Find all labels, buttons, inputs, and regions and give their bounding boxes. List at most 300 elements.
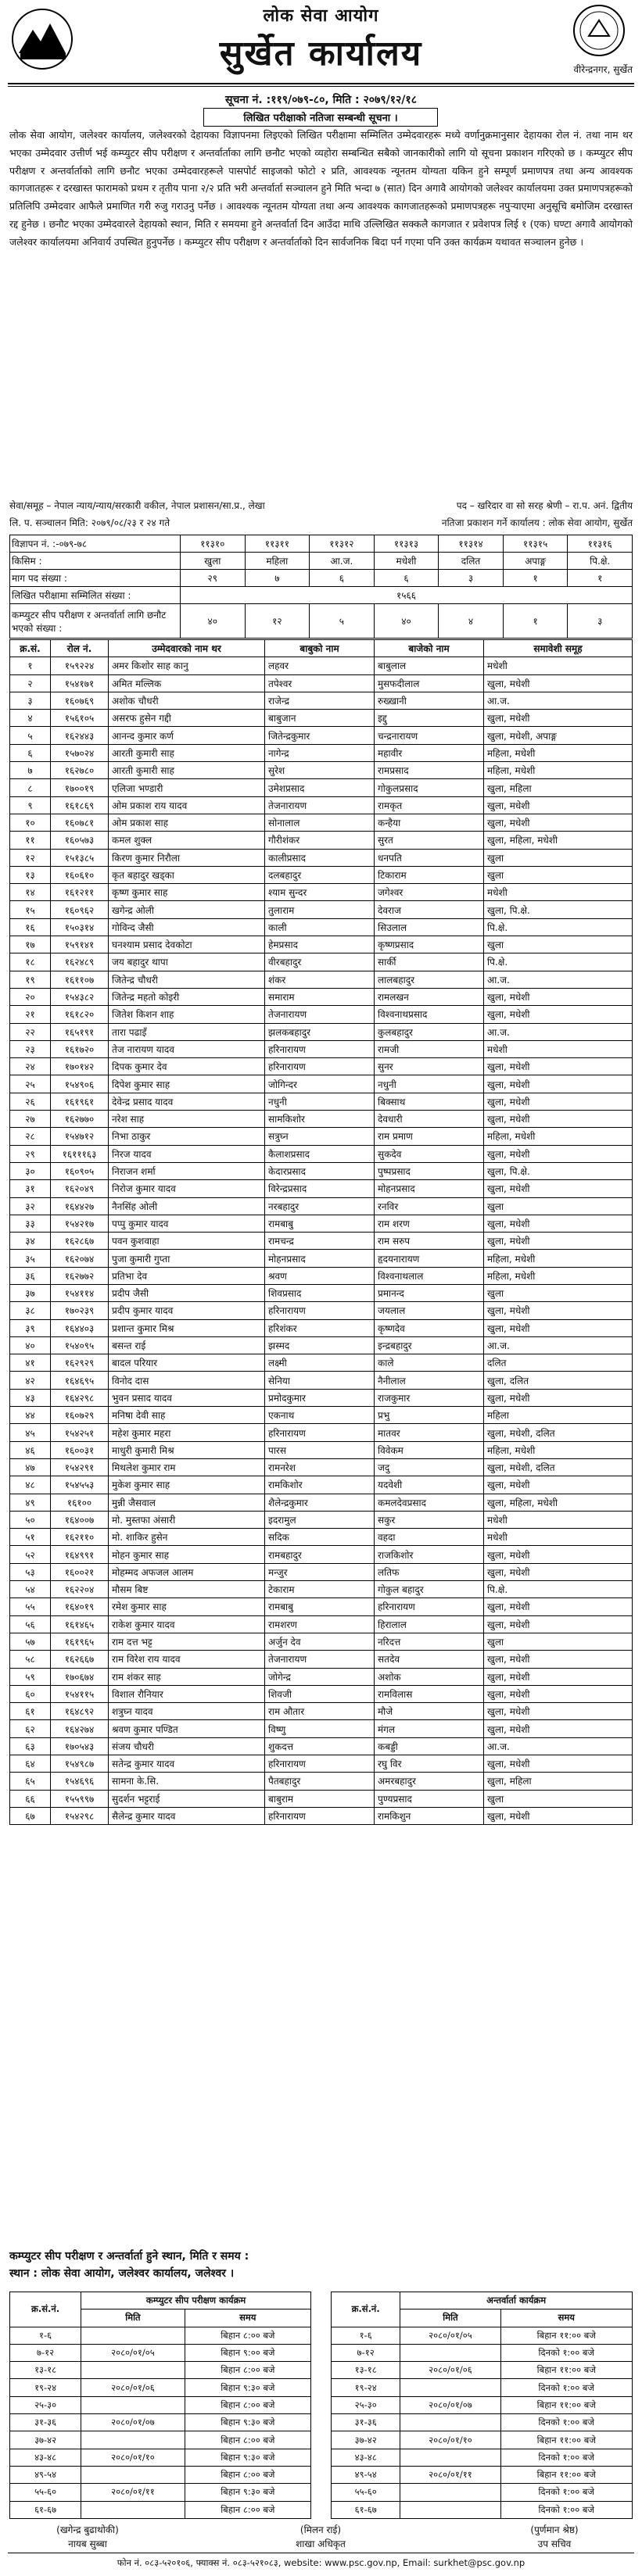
- table-cell: राम दत्त भट्ट: [109, 1633, 265, 1650]
- table-cell: खुला, मधेशी: [484, 1703, 633, 1720]
- table-cell: शिवप्रसाद: [265, 1284, 375, 1301]
- results-col-header: बाबुको नाम: [265, 640, 375, 657]
- table-cell: रामबहादुर: [265, 1546, 375, 1563]
- table-cell: माधुरी कुमारी मिश्र: [109, 1441, 265, 1458]
- signatory-role: शाखा अधिकृत: [296, 2538, 346, 2549]
- table-cell: संजय चौधरी: [109, 1737, 265, 1755]
- table-cell: ६: [10, 744, 51, 761]
- summary-row: [10, 535, 633, 553]
- table-cell: आरती कुमारी साह: [109, 762, 265, 779]
- table-cell: १६२९२९: [51, 1354, 109, 1372]
- table-cell: ३: [10, 692, 51, 709]
- table-row: [10, 884, 633, 901]
- summary-row-label: लिखित परीक्षामा सम्मिलित संख्या :: [10, 587, 181, 604]
- table-cell: काली: [265, 918, 375, 936]
- table-cell: १५४७१२: [51, 1128, 109, 1145]
- table-cell: १६१४६५: [51, 1615, 109, 1633]
- schedule-cell: बिहान ११:०० बजे: [500, 2396, 632, 2413]
- table-cell: १६१८६९: [51, 796, 109, 814]
- table-cell: गोकुल बहादुर: [375, 1581, 484, 1598]
- schedule-cell: दिनको १:०० बजे: [500, 2344, 632, 2361]
- schedule-cell: ६१-६७: [332, 2501, 400, 2518]
- table-cell: १६२२०४: [51, 1581, 109, 1598]
- schedule-cell: बिहान ११:०० बजे: [500, 2327, 632, 2344]
- table-cell: सुनर: [375, 1058, 484, 1075]
- table-cell: १५९१४१: [51, 936, 109, 953]
- table-row: [10, 953, 633, 971]
- table-cell: ४५: [10, 1424, 51, 1441]
- table-cell: ४३: [10, 1389, 51, 1406]
- schedule-row: [332, 2379, 633, 2396]
- table-cell: खगेन्द्र ओली: [109, 901, 265, 918]
- table-cell: खुला: [484, 1790, 633, 1807]
- table-cell: खुला, मधेशी: [484, 710, 633, 727]
- table-cell: १६२७७२: [51, 1267, 109, 1284]
- table-cell: केदारप्रसाद: [265, 1162, 375, 1179]
- table-cell: मिथलेश कुमार राम: [109, 1458, 265, 1476]
- summary-cell: पि.क्षे.: [568, 553, 633, 570]
- table-cell: इन्द्रबहादुर: [375, 1336, 484, 1354]
- table-cell: २१: [10, 1006, 51, 1023]
- summary-cell: ११३१२: [310, 535, 375, 553]
- table-row: [10, 727, 633, 744]
- table-cell: नरेश साह: [109, 1111, 265, 1128]
- table-row: [10, 1737, 633, 1755]
- table-cell: महेश कुमार महरा: [109, 1424, 265, 1441]
- summary-cell: ५: [310, 604, 375, 639]
- table-cell: श्रवण: [265, 1267, 375, 1284]
- table-row: [10, 918, 633, 936]
- table-cell: १७००१९: [51, 779, 109, 796]
- table-cell: निरोज कुमार यादव: [109, 1180, 265, 1197]
- table-cell: ५४: [10, 1581, 51, 1598]
- table-cell: खुला: [484, 1197, 633, 1215]
- table-row: [10, 1441, 633, 1458]
- table-cell: महिला, मधेशी: [484, 762, 633, 779]
- table-row: [10, 988, 633, 1005]
- schedule-heading: कम्प्युटर सीप परीक्षण र अन्तर्वार्ता हुने स्थान, मिति र समय :: [9, 2250, 249, 2263]
- table-cell: १६२४४३: [51, 727, 109, 744]
- table-cell: १६२०७४: [51, 1250, 109, 1267]
- table-cell: रामप्रसाद: [375, 762, 484, 779]
- schedule-cell: [81, 2396, 185, 2413]
- schedule-cell: २५-३०: [10, 2396, 81, 2413]
- table-cell: १६११०७: [51, 971, 109, 988]
- table-cell: खुला, महिला: [484, 779, 633, 796]
- table-cell: १५४०९५: [51, 1336, 109, 1354]
- table-cell: खुला, महिला: [484, 1773, 633, 1790]
- table-cell: ५७: [10, 1633, 51, 1650]
- table-cell: सुकदेव: [375, 1145, 484, 1162]
- table-cell: १६४००७: [51, 1511, 109, 1528]
- table-cell: मुकेश कुमार साह: [109, 1476, 265, 1494]
- table-cell: २८: [10, 1128, 51, 1145]
- table-cell: खुला, मधेशी, अपाङ्ग: [484, 727, 633, 744]
- schedule-cell: [400, 2379, 500, 2396]
- table-row: [10, 762, 633, 779]
- table-cell: ओम प्रकाश राय यादव: [109, 796, 265, 814]
- schedule-cell: ७-१२: [10, 2344, 81, 2361]
- schedule-location: स्थान : लोक सेवा आयोग, जलेश्वर कार्यालय, जलेश्वर ।: [9, 2267, 235, 2280]
- table-row: [10, 1233, 633, 1250]
- table-cell: विशाल रौनियार: [109, 1685, 265, 1702]
- table-cell: महावीर: [375, 744, 484, 761]
- meta-line-2: [9, 514, 633, 531]
- schedule-cell: २०८०/०१/१०: [81, 2449, 185, 2466]
- table-cell: दिपेश कुमार साह: [109, 1075, 265, 1093]
- summary-cell: मधेशी: [374, 553, 439, 570]
- table-row: [10, 1093, 633, 1110]
- table-cell: १५४२९१: [51, 1458, 109, 1476]
- table-cell: पि.क्षे.: [484, 918, 633, 936]
- summary-cell: १: [503, 604, 568, 639]
- summary-cell: १: [503, 570, 568, 587]
- table-cell: महिला: [484, 1407, 633, 1424]
- table-cell: ३१: [10, 1180, 51, 1197]
- table-cell: १६०७२९: [51, 1407, 109, 1424]
- table-cell: सार्की: [375, 953, 484, 971]
- table-cell: राम सरुप: [375, 1233, 484, 1250]
- table-row: [10, 1668, 633, 1685]
- table-cell: खुला, मधेशी, दलित: [484, 1458, 633, 1476]
- table-cell: दलबहादुर: [265, 866, 375, 883]
- header-divider: [8, 83, 634, 84]
- table-cell: १५१३८५: [51, 849, 109, 866]
- schedule-cell: ३७-४२: [10, 2431, 81, 2449]
- table-cell: मधेशी: [484, 1511, 633, 1528]
- table-cell: रामचन्द्र: [265, 1233, 375, 1250]
- summary-cell: ४: [439, 604, 504, 639]
- table-cell: खुला: [484, 936, 633, 953]
- table-cell: टिकाराम: [375, 866, 484, 883]
- table-cell: दलित: [484, 1354, 633, 1372]
- table-cell: अशोक: [375, 1668, 484, 1685]
- table-cell: लहवर: [265, 657, 375, 674]
- schedule-row: [10, 2431, 311, 2449]
- table-cell: आ.ज.: [484, 692, 633, 709]
- table-cell: मुन्नी जैसवाल: [109, 1494, 265, 1511]
- table-cell: खुला, मधेशी: [484, 1755, 633, 1773]
- table-cell: पि.क्षे.: [484, 953, 633, 971]
- table-cell: कृष्णदेव: [375, 1319, 484, 1336]
- schedule-cell: २०८०/०१/०६: [400, 2362, 500, 2379]
- schedule-cell: ४३-४८: [10, 2449, 81, 2466]
- table-cell: १६२४८९: [51, 953, 109, 971]
- table-cell: तेज नारायण यादव: [109, 1040, 265, 1057]
- table-cell: १३: [10, 866, 51, 883]
- table-cell: जय बहादुर थापा: [109, 953, 265, 971]
- schedule-cell: १३-१८: [10, 2362, 81, 2379]
- table-cell: महिला, मधेशी: [484, 744, 633, 761]
- table-cell: प्रभु: [375, 1407, 484, 1424]
- table-cell: मोहम्मद अफजल आलम: [109, 1563, 265, 1580]
- table-cell: १६४९९१: [51, 1546, 109, 1563]
- table-cell: जितेन्द्र महतो कोइरी: [109, 988, 265, 1005]
- table-cell: रामबाबु: [265, 1598, 375, 1615]
- table-cell: ६५: [10, 1773, 51, 1790]
- schedule-row: [332, 2466, 633, 2483]
- table-cell: १५७०२४: [51, 744, 109, 761]
- schedule-row: [10, 2466, 311, 2483]
- schedule-row: [10, 2484, 311, 2501]
- table-cell: निराजन शर्मा: [109, 1162, 265, 1179]
- summary-cell: दलित: [439, 553, 504, 570]
- table-cell: खुला, पि.क्षे.: [484, 1162, 633, 1179]
- schedule-cell: [81, 2327, 185, 2344]
- psc-seal-logo: [572, 3, 626, 58]
- table-cell: मनिषा देवी साह: [109, 1407, 265, 1424]
- table-cell: पुजा कुमारी गुप्ता: [109, 1250, 265, 1267]
- table-cell: ६२: [10, 1720, 51, 1737]
- table-cell: निभा ठाकुर: [109, 1128, 265, 1145]
- table-cell: १७०६७४: [51, 1668, 109, 1685]
- result-publisher: नतिजा प्रकाशन गर्ने कार्यालय : लोक सेवा आयोग, सुर्खेत: [441, 517, 633, 528]
- schedule-cell: [81, 2501, 185, 2518]
- table-row: [10, 814, 633, 831]
- service-group: सेवा/समूह – नेपाल न्याय/न्याय/सरकारी वकील, नेपाल प्रशासन/सा.प्र., लेखा: [9, 500, 265, 511]
- schedule-cell: २०८०/०१/१०: [400, 2431, 500, 2449]
- schedule-cell: [81, 2431, 185, 2449]
- table-cell: रामजी: [375, 1040, 484, 1057]
- table-cell: मन्जुर: [265, 1563, 375, 1580]
- table-cell: प्रशान्त कुमार मिश्र: [109, 1319, 265, 1336]
- table-row: [10, 1215, 633, 1232]
- table-cell: सतेन्द्र कुमार यादव: [109, 1755, 265, 1773]
- table-cell: १: [10, 657, 51, 674]
- table-cell: हरिनारायण: [265, 1755, 375, 1773]
- summary-cell: ४०: [181, 604, 246, 639]
- table-cell: राजकिशोर: [375, 1546, 484, 1563]
- table-cell: तारा पढाइँ: [109, 1023, 265, 1040]
- table-row: [10, 1372, 633, 1389]
- schedule-cell: ४३-४८: [332, 2449, 400, 2466]
- table-cell: कमल शुक्ल: [109, 832, 265, 849]
- table-cell: खुला, मधेशी, दलित: [484, 1424, 633, 1441]
- table-cell: १६४६९५: [51, 1372, 109, 1389]
- table-cell: १५४५५३: [51, 1476, 109, 1494]
- table-row: [10, 1162, 633, 1179]
- schedule-row: [10, 2501, 311, 2518]
- results-col-header: रोल नं.: [51, 640, 109, 657]
- summary-cell: ११३१३: [374, 535, 439, 553]
- table-cell: रमेश कुमार साह: [109, 1598, 265, 1615]
- table-cell: २७: [10, 1111, 51, 1128]
- table-row: [10, 1720, 633, 1737]
- table-cell: खुला, मधेशी: [484, 814, 633, 831]
- table-cell: अमित मल्लिक: [109, 674, 265, 692]
- table-cell: खुला, मधेशी: [484, 1058, 633, 1075]
- table-cell: जितेश किशन शाह: [109, 1006, 265, 1023]
- table-cell: झलकबहादुर: [265, 1023, 375, 1040]
- table-row: [10, 1006, 633, 1023]
- table-cell: आ.ज.: [484, 971, 633, 988]
- table-cell: १६२६६७: [51, 1651, 109, 1668]
- table-cell: ४१: [10, 1354, 51, 1372]
- table-cell: कालीप्रसाद: [265, 849, 375, 866]
- table-cell: १६०९६२: [51, 901, 109, 918]
- table-row: [10, 1685, 633, 1702]
- signatory-role: उप सचिव: [537, 2538, 572, 2549]
- table-cell: ६४: [10, 1755, 51, 1773]
- schedule-cell: २०८०/०१/११: [81, 2484, 185, 2501]
- schedule-cell: बिहान ११:०० बजे: [500, 2362, 632, 2379]
- table-cell: १४: [10, 884, 51, 901]
- table-row: [10, 1128, 633, 1145]
- table-cell: ४०: [10, 1336, 51, 1354]
- table-row: [10, 1807, 633, 1824]
- table-row: [10, 1529, 633, 1546]
- schedule-cell: ३७-४२: [332, 2431, 400, 2449]
- table-cell: खुला, मधेशी: [484, 1180, 633, 1197]
- table-cell: तुलाराम: [265, 901, 375, 918]
- schedule-cell: बिहान ९:३० बजे: [185, 2414, 310, 2431]
- page-header: [0, 0, 642, 86]
- table-cell: मातवर: [375, 1424, 484, 1441]
- table-cell: रुख्खानी: [375, 692, 484, 709]
- table-cell: १६१११६३: [51, 1145, 109, 1162]
- table-cell: सेनिया: [265, 1372, 375, 1389]
- table-cell: कन्हैया: [375, 814, 484, 831]
- schedule-cell: [81, 2362, 185, 2379]
- table-cell: महिला, मधेशी: [484, 1267, 633, 1284]
- table-row: [10, 1058, 633, 1075]
- table-cell: ५८: [10, 1651, 51, 1668]
- schedule-cell: १-६: [10, 2327, 81, 2344]
- table-cell: सोनालाल: [265, 814, 375, 831]
- table-cell: तेजनारायण: [265, 1006, 375, 1023]
- table-cell: आनन्द कुमार कर्ण: [109, 727, 265, 744]
- table-row: [10, 1563, 633, 1580]
- table-row: [10, 1581, 633, 1598]
- signatory-name: (खगेन्द्र बुढाथोकी): [56, 2524, 119, 2535]
- table-row: [10, 1354, 633, 1372]
- table-cell: १५५९९७: [51, 1790, 109, 1807]
- table-cell: झस्मद: [265, 1336, 375, 1354]
- table-cell: १६१८२०: [51, 1006, 109, 1023]
- table-cell: सकुर: [375, 1511, 484, 1528]
- schedule-cell: ७-१२: [332, 2344, 400, 2361]
- table-cell: लक्ष्मी: [265, 1354, 375, 1372]
- table-cell: श्याम सुन्दर: [265, 884, 375, 901]
- schedule-cell: दिनको १:०० बजे: [500, 2501, 632, 2518]
- table-cell: ३०: [10, 1162, 51, 1179]
- schedule-row: [332, 2501, 633, 2518]
- table-cell: खुला, महिला, मधेशी: [484, 1494, 633, 1511]
- summary-row: [10, 553, 633, 570]
- table-cell: इदरामुल: [265, 1511, 375, 1528]
- table-row: [10, 832, 633, 849]
- table-cell: कैलाशप्रसाद: [265, 1145, 375, 1162]
- table-cell: विनोद दास: [109, 1372, 265, 1389]
- table-cell: १६४२९८: [51, 1389, 109, 1406]
- table-cell: सुदर्शन भट्टराई: [109, 1790, 265, 1807]
- table-cell: ५: [10, 727, 51, 744]
- table-cell: १६५१९१: [51, 1023, 109, 1040]
- table-cell: खुला, मधेशी: [484, 1111, 633, 1128]
- interview-schedule: [331, 2292, 633, 2519]
- table-cell: बाबुजान: [265, 710, 375, 727]
- schedule-cell: १९-२४: [10, 2379, 81, 2396]
- table-cell: खुला, मधेशी: [484, 1389, 633, 1406]
- table-cell: गौरीशंकर: [265, 832, 375, 849]
- schedule-cell: [81, 2466, 185, 2483]
- table-cell: १८: [10, 953, 51, 971]
- table-cell: रामनरेश: [265, 1458, 375, 1476]
- exam-date: लि. प. सञ्चालन मिति: २०७९/०८/२३ र २४ गते: [9, 517, 170, 528]
- schedule-col-time: समय: [185, 2309, 310, 2327]
- table-cell: ५०: [10, 1511, 51, 1528]
- table-cell: १५४३८२: [51, 988, 109, 1005]
- table-cell: खुला, मधेशी: [484, 1720, 633, 1737]
- signature-block: [476, 2523, 633, 2551]
- schedule-title: कम्प्युटर सीप परीक्षण कार्यक्रम: [81, 2292, 311, 2309]
- table-cell: ९: [10, 796, 51, 814]
- table-cell: १६००३१: [51, 1441, 109, 1458]
- table-cell: देवेन्द्र प्रसाद यादव: [109, 1093, 265, 1110]
- table-cell: ३९: [10, 1319, 51, 1336]
- schedule-row: [10, 2362, 311, 2379]
- schedule-cell: [400, 2449, 500, 2466]
- table-cell: गोविन्द जैसी: [109, 918, 265, 936]
- table-cell: बाबुराम: [265, 1790, 375, 1807]
- table-cell: ४४: [10, 1407, 51, 1424]
- table-cell: आ.ज.: [484, 1737, 633, 1755]
- notice-body: लोक सेवा आयोग, जलेश्वर कार्यालय, जलेश्वरको देहायका विज्ञापनमा लिइएको लिखित परीक्षामा सम्मिलित उम्मेदवारहरू मध्ये वर्णानुक्रमानुसार देहायका रोल नं. तथा नाम थर भएका उम्मेदवार उत्तीर्ण भई कम्प्युटर सीप परीक्षण र अन्तर्वार्ताका लागि छनौट भएको व्यहोरा सम्बन्धित सबैको जानकारीको लागि यो सूचना प्रकाशन गरिएको छ । कम्प्युटर सीप परीक्षण र अन्तर्वार्ताको लागि छनौट भएका उम्मेदवारहरूले पासपोर्ट साइजको फोटो २ प्रति, आवश्यक न्यूनतम योग्यता यकिन हुने सम्पूर्ण प्रमाणपत्र तथा अन्य आवश्यक कागजातहरू र दरखास्त फारामको प्रथम र तृतीय पाना २/२ प्रति भरी अन्तर्वार्ता सञ्चालन हुने मिति भन्दा ७ (सात) दिन अगावै आयोगको जलेश्वर कार्यालयमा उक्त प्रमाणपत्रहरूको प्रतिलिपि उम्मेदवार आफैले प्रमाणित गरी रुजु गराउनु पर्नेछ । आवश्यक न्यूनतम योग्यता तथा अन्य आवश्यक कागजातहरूको प्रमाणपत्रहरू नपुऱ्याएमा अनुसूचि बमोजिम दरखास्त रद्द हुनेछ । छनौट भएका उम्मेदवारले देहायको स्थान, मिति र समयमा हुने अन्तर्वार्ता दिन आउँदा माथि उल्लिखित सक्कलै कागजात र प्रवेशपत्र लिई १ (एक) घण्टा अगावै आयोगको जलेश्वर कार्यालयमा अनिवार्य उपस्थित हुनुपर्नेछ । कम्प्युटर सीप परीक्षण र अन्तर्वार्ताको दिन सार्वजनिक बिदा पर्न गएमा पनि उक्त कार्यक्रम यथावत सञ्चालन हुनेछ ।: [9, 129, 633, 248]
- schedule-cell: दिनको १:०० बजे: [500, 2414, 632, 2431]
- table-cell: जोगिन्दर: [265, 1075, 375, 1093]
- table-cell: यदवेशी: [375, 1476, 484, 1494]
- table-cell: खुला, मधेशी: [484, 1075, 633, 1093]
- table-cell: राजेन्द्र: [265, 692, 375, 709]
- signature-block: [242, 2523, 399, 2551]
- table-cell: महिला, मधेशी: [484, 1441, 633, 1458]
- table-cell: १६१२११: [51, 884, 109, 901]
- schedule-cell: बिहान ८:०० बजे: [185, 2431, 310, 2449]
- table-cell: हृदयनारायण: [375, 1250, 484, 1267]
- summary-cell: १: [568, 570, 633, 587]
- schedule-row: [332, 2431, 633, 2449]
- schedule-cell: बिहान ९:३० बजे: [185, 2484, 310, 2501]
- table-cell: मंगल: [375, 1720, 484, 1737]
- signatory-role: नायब सुब्बा: [68, 2538, 107, 2549]
- summary-cell: ६: [310, 570, 375, 587]
- table-row: [10, 1040, 633, 1057]
- table-cell: ३४: [10, 1233, 51, 1250]
- table-cell: खुला: [484, 1633, 633, 1650]
- table-cell: ६६: [10, 1790, 51, 1807]
- schedule-cell: ६१-६७: [10, 2501, 81, 2518]
- table-cell: देवधारी: [375, 1111, 484, 1128]
- table-cell: ओम प्रकाश साह: [109, 814, 265, 831]
- table-cell: खुला, मधेशी: [484, 1302, 633, 1319]
- table-cell: कुलबहादुर: [375, 1023, 484, 1040]
- table-cell: १०: [10, 814, 51, 831]
- table-cell: आ.ज.: [484, 1023, 633, 1040]
- table-cell: खुला, मधेशी: [484, 1145, 633, 1162]
- schedule-col-date: मिति: [400, 2309, 500, 2327]
- table-cell: खुला, मधेशी: [484, 1476, 633, 1494]
- table-cell: बसन्त राई: [109, 1336, 265, 1354]
- table-cell: नरबहादुर: [265, 1197, 375, 1215]
- signatory-name: (मिलन राई): [299, 2524, 342, 2535]
- table-cell: ५६: [10, 1615, 51, 1633]
- table-cell: १५६१०५: [51, 710, 109, 727]
- table-cell: देवराज: [375, 901, 484, 918]
- table-cell: ३३: [10, 1215, 51, 1232]
- table-cell: नागेन्द्र: [265, 744, 375, 761]
- summary-cell: ३: [568, 604, 633, 639]
- table-cell: कमलदेवप्रसाद: [375, 1494, 484, 1511]
